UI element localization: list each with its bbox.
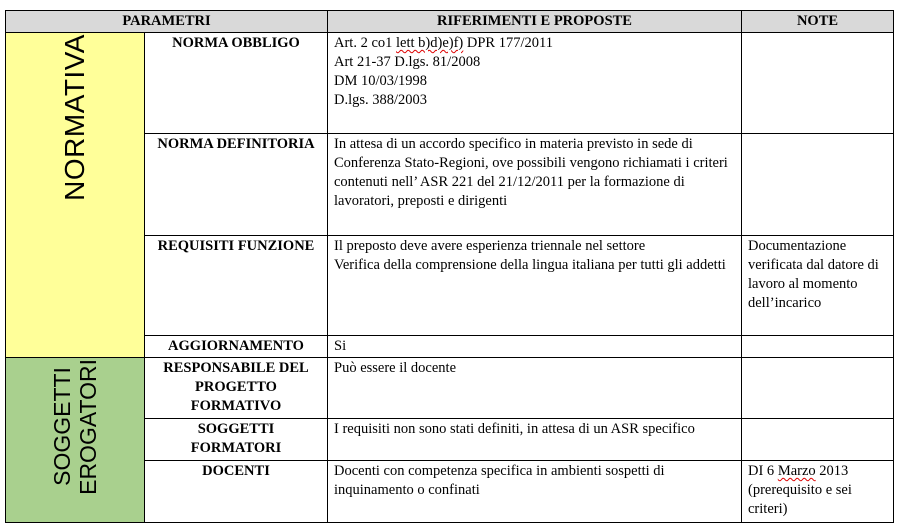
note-aggiornamento xyxy=(742,336,894,358)
note-soggetti-formatori xyxy=(742,419,894,461)
spellcheck-underline: Marzo xyxy=(777,463,816,479)
header-parametri: PARAMETRI xyxy=(6,11,328,33)
riferimenti-docenti: Docenti con competenza specifica in ambienti sospetti di inquinamento o confinati xyxy=(328,461,742,523)
header-riferimenti: RIFERIMENTI E PROPOSTE xyxy=(328,11,742,33)
group-normativa xyxy=(6,33,145,358)
header-row xyxy=(6,11,894,33)
note-responsabile xyxy=(742,358,894,419)
param-norma-obbligo: NORMA OBBLIGO xyxy=(145,33,328,134)
param-requisiti-funzione: REQUISITI FUNZIONE xyxy=(145,236,328,336)
riferimenti-aggiornamento: Si xyxy=(328,336,742,358)
parameters-table xyxy=(5,10,894,523)
param-responsabile: RESPONSABILE DEL PROGETTO FORMATIVO xyxy=(145,358,328,419)
row-responsabile xyxy=(6,358,894,419)
riferimenti-norma-definitoria: In attesa di un accordo specifico in materia previsto in sede di Conferenza Stato-Regioni, ove possibili vengono richiamati i criteri contenuti nell’ ASR 221 del 21/12/2011 per la formazione di lavoratori, preposti e dirigenti xyxy=(328,134,742,236)
note-norma-definitoria xyxy=(742,134,894,236)
requisiti-line-2: Verifica della comprensione della lingua italiana per tutti gli addetti xyxy=(334,257,726,273)
group-normativa-label: NORMATIVA xyxy=(59,34,90,201)
group-soggetti-erogatori-label: SOGGETTI EROGATORI xyxy=(49,359,101,495)
note-norma-obbligo xyxy=(742,33,894,134)
param-soggetti-formatori: SOGGETTI FORMATORI xyxy=(145,419,328,461)
header-note: NOTE xyxy=(742,11,894,33)
row-norma-obbligo xyxy=(6,33,894,134)
riferimenti-soggetti-formatori: I requisiti non sono stati definiti, in attesa di un ASR specifico xyxy=(328,419,742,461)
param-norma-definitoria: NORMA DEFINITORIA xyxy=(145,134,328,236)
riferimenti-requisiti-funzione xyxy=(328,236,742,336)
param-docenti: DOCENTI xyxy=(145,461,328,523)
group-soggetti-erogatori xyxy=(6,358,145,523)
riferimenti-responsabile: Può essere il docente xyxy=(328,358,742,419)
note-docenti: DI 6 Marzo 2013 (prerequisito e sei criteri) xyxy=(742,461,894,523)
norma-obbligo-line-4: D.lgs. 388/2003 xyxy=(334,92,428,108)
note-requisiti-funzione: Documentazione verificata dal datore di lavoro al momento dell’incarico xyxy=(742,236,894,336)
norma-obbligo-line-1: Art. 2 co1 lett b)d)e)f) DPR 177/2011 xyxy=(334,35,553,51)
norma-obbligo-line-2: Art 21-37 D.lgs. 81/2008 xyxy=(334,54,481,70)
spellcheck-underline: lett b)d)e)f) xyxy=(396,35,464,51)
param-aggiornamento: AGGIORNAMENTO xyxy=(145,336,328,358)
norma-obbligo-line-3: DM 10/03/1998 xyxy=(334,73,428,89)
riferimenti-norma-obbligo xyxy=(328,33,742,134)
requisiti-line-1: Il preposto deve avere esperienza triennale nel settore xyxy=(334,238,646,254)
